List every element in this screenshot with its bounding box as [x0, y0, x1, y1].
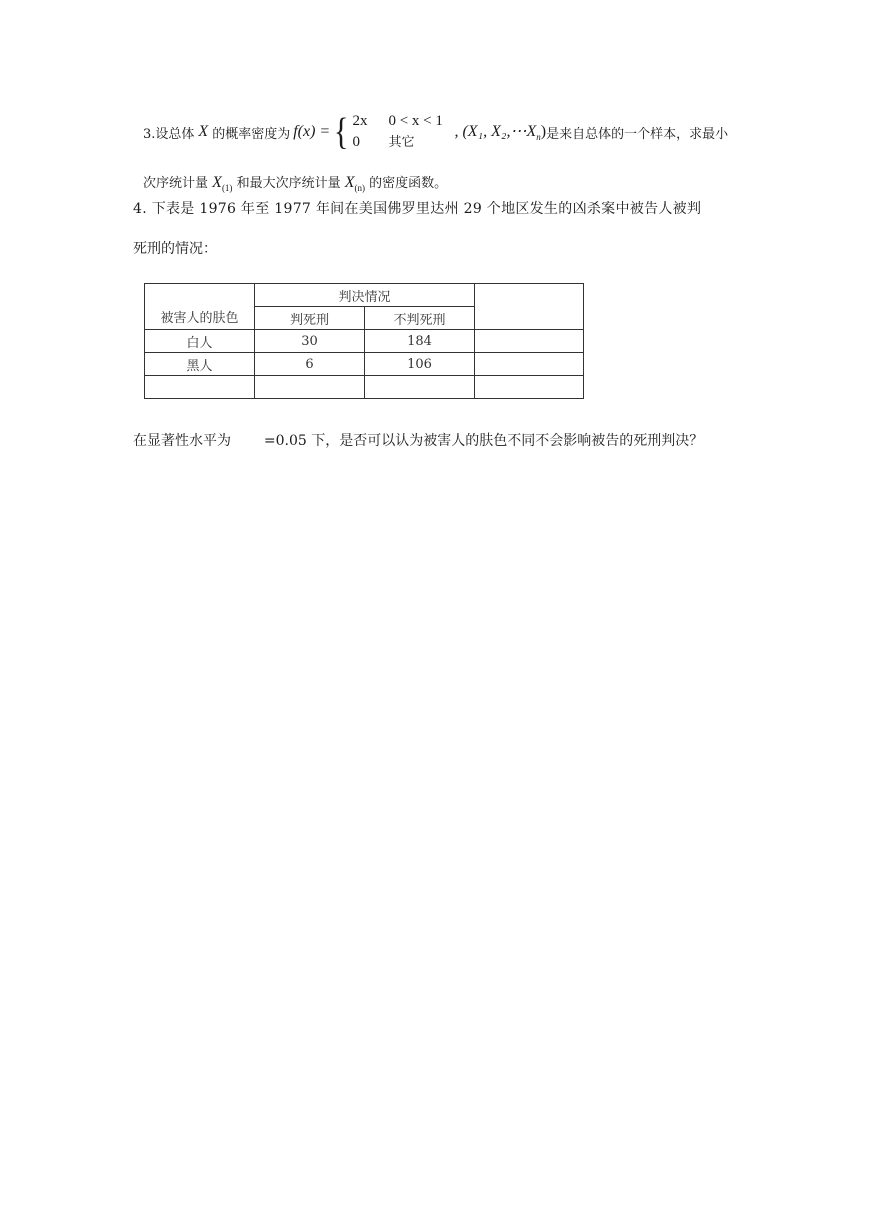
empty-cell	[365, 376, 475, 399]
q4-line3-a: 在显著性水平为	[133, 433, 231, 449]
col-no-death-header: 不判死刑	[365, 307, 475, 330]
q3-line2-a: 次序统计量	[143, 176, 209, 191]
row-label: 黑人	[145, 353, 255, 376]
empty-header-cell	[475, 284, 584, 330]
q3-var-x: X	[198, 123, 209, 140]
table-header-row-1	[145, 284, 584, 307]
max-order-statistic: $X_{(n)}$	[344, 174, 366, 194]
q3-fx: f(x) =	[293, 123, 331, 140]
no-death-value: 184	[365, 330, 475, 353]
q3-prefix: 3.设总体	[143, 126, 195, 142]
row-header-cell: 被害人的肤色	[145, 284, 255, 330]
q3-statement-line1	[143, 108, 728, 156]
q4-statement-line3	[133, 430, 703, 450]
case2-expr: 0	[352, 134, 360, 150]
table-row	[145, 353, 584, 376]
q3-line2-b: 和最大次序统计量	[236, 176, 341, 191]
table-row	[145, 330, 584, 353]
q4-statement-line1: 4. 下表是 1976 年至 1977 年间在美国佛罗里达州 29 个地区发生的凶杀案中被告人被判	[133, 201, 702, 217]
empty-cell	[475, 353, 584, 376]
col-death-header: 判死刑	[255, 307, 365, 330]
q3-sample: , (X₁, $X_2,\cdots X_n$)	[454, 123, 547, 143]
table-row-empty	[145, 376, 584, 399]
left-brace-icon: {	[334, 111, 349, 153]
group-header-cell: 判决情况	[255, 284, 475, 307]
case1-expr: 2x	[352, 113, 368, 129]
q3-line2-c: 的密度函数。	[369, 176, 448, 191]
q3-after-sample: 是来自总体的一个样本，求最小	[546, 126, 729, 142]
empty-cell	[475, 330, 584, 353]
empty-cell	[145, 376, 255, 399]
q3-piecewise-cases	[352, 111, 448, 153]
death-penalty-table	[144, 283, 584, 399]
q3-density-label: 的概率密度为	[212, 126, 291, 142]
case2-cond: 其它	[388, 135, 415, 150]
min-order-statistic: $X_{(1)}$	[212, 174, 233, 194]
death-value: 6	[255, 353, 365, 376]
q3-statement-line2	[143, 172, 447, 193]
empty-cell	[255, 376, 365, 399]
no-death-value: 106	[365, 353, 475, 376]
q4-statement-line2: 死刑的情况：	[133, 241, 217, 257]
empty-cell	[475, 376, 584, 399]
case1-cond: 0 < x < 1	[388, 113, 443, 129]
q4-line3-b: =0.05 下，是否可以认为被害人的肤色不同不会影响被告的死刑判决？	[263, 433, 704, 449]
row-label: 白人	[145, 330, 255, 353]
death-value: 30	[255, 330, 365, 353]
